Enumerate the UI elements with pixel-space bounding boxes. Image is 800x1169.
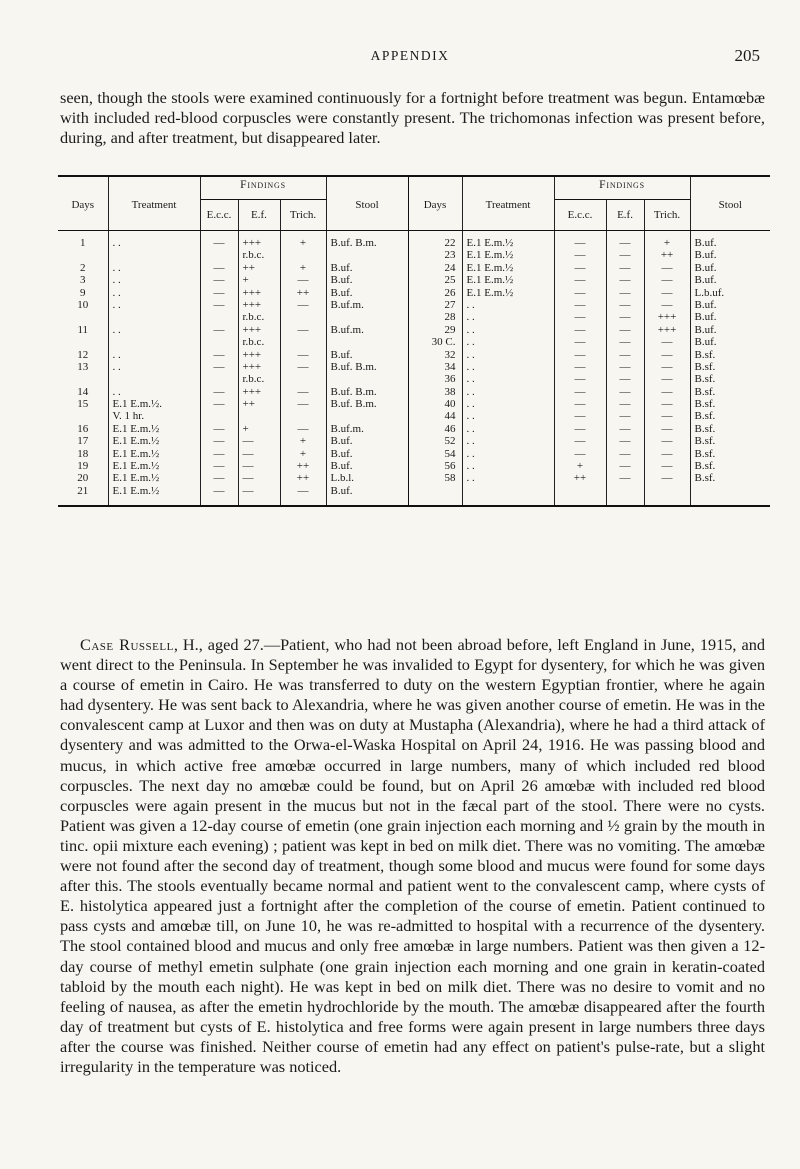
right-ecc-cell: — [554, 249, 606, 261]
left-trich-cell: + [280, 231, 326, 250]
header-stool-left: Stool [326, 176, 408, 231]
right-ecc-cell: — [554, 398, 606, 410]
right-ef-cell: — [606, 336, 644, 348]
right-stool-cell: B.uf. [694, 237, 717, 249]
right-treatment-cell: . . [462, 386, 554, 398]
right-ef-cell: — [606, 274, 644, 286]
left-ecc-cell: — [200, 423, 238, 435]
right-trich-cell: — [644, 373, 690, 385]
header-days-right: Days [408, 176, 462, 231]
right-ecc-cell: — [554, 423, 606, 435]
right-trich-cell: — [644, 349, 690, 361]
right-ef-cell: — [606, 410, 644, 422]
right-trich-cell: — [644, 299, 690, 311]
left-treatment-cell: E.1 E.m.½ [108, 448, 200, 460]
right-ef-cell: — [606, 249, 644, 261]
left-days-cell: 19 [58, 460, 108, 472]
left-days-cell: 3 [58, 274, 108, 286]
left-ecc-cell: — [200, 386, 238, 398]
header-findings-right [554, 176, 690, 200]
table-row [58, 386, 770, 398]
right-ef-cell: — [606, 460, 644, 472]
case-text: , H., aged 27.—Patient, who had not been abroad before, left England in June, 1915, and went direct to the Peninsula. In September he was invalided to Egypt for dysentery, for which he was given a course of emetin in Cairo. He was transferred to duty on the western Egyptian frontier, where he again had dysentery. He was sent back to Alexandria, where he was given another course of emetin. He was in the convalescent camp at Luxor and then was on duty at Mustapha (Alexandria), where he had a third attack of dysentery and was admitted to the Orwa-el-Waska Hospital on April 24, 1916. He was passing blood and mucus, in which active free amœbæ occurred in large numbers, many of which included red blood corpuscles. The next day no amœbæ could be found, but on April 26 amœbæ with included red blood corpuscles were again present in the mucus but not in the fæcal part of the stool. There were no cysts. Patient was given a 12-day course of emetin (one grain injection each morning and ½ grain by the mouth in tinc. opii mixture each evening) ; patient was kept in bed on milk diet. There was no vomiting. The amœbæ were not found after the second day of treatment, though some blood and mucus were found for some days after this. The stools eventually became normal and patient went to the convalescent camp, where cysts of E. histolytica appeared just a fortnight after the completion of the course of emetin. Patient continued to pass cysts and amœbæ till, on June 10, he was re-admitted to hospital with a recurrence of the dysentery. The stool contained blood and mucus and only free amœbæ in large numbers. Patient was then given a 12-day course of methyl emetin sulphate (one grain injection each morning and one grain in keratin-coated tabloid by the mouth each night). He was kept in bed on milk diet. There was no desire to vomit and no feeling of nausea, as after the emetin hydrochloride by the mouth. The amœbæ disappeared after the fourth day of treatment but cysts of E. histolytica and free forms were again present in large numbers three days after the course was finished. Neither course of emetin had any effect on patient's pulse-rate, but a slight irregularity in the temperature was noticed. [60, 635, 765, 1076]
left-treatment-cell: E.1 E.m.½ [108, 423, 200, 435]
left-treatment-cell: . . [108, 361, 200, 373]
header-trich-left: Trich. [280, 200, 326, 231]
right-ecc-cell: — [554, 287, 606, 299]
right-ecc-cell: — [554, 274, 606, 286]
left-ecc-cell: — [200, 274, 238, 286]
left-ef-cell: +++ [238, 324, 280, 336]
left-ef-cell: +++ [238, 361, 280, 373]
right-stool-cell: B.sf. [694, 373, 716, 386]
left-ef-cell: +++ [238, 299, 280, 311]
left-trich-cell: — [280, 398, 326, 410]
right-stool-cell: B.uf. [694, 336, 717, 349]
right-days-cell: 29 [408, 324, 462, 336]
left-ecc-cell: — [200, 472, 238, 484]
page-header [60, 48, 760, 72]
right-treatment-cell: . . [462, 423, 554, 435]
right-stool-cell [690, 485, 770, 506]
left-days-cell: 1 [58, 231, 108, 250]
left-treatment-cell: . . [108, 262, 200, 274]
left-treatment-cell: V. 1 hr. [108, 410, 200, 422]
left-trich-cell [280, 249, 326, 261]
right-ecc-cell: — [554, 410, 606, 422]
right-treatment-cell: . . [462, 373, 554, 385]
right-days-cell: 22 [408, 231, 462, 250]
right-ef-cell: — [606, 311, 644, 323]
table-row [58, 287, 770, 299]
left-trich-cell: — [280, 324, 326, 336]
left-treatment-cell: . . [108, 231, 200, 250]
findings-label-left: Findings [240, 179, 286, 191]
left-ef-cell: — [238, 485, 280, 506]
right-treatment-cell: . . [462, 448, 554, 460]
right-trich-cell: — [644, 386, 690, 398]
left-stool-cell [326, 373, 408, 385]
intro-paragraph: seen, though the stools were examined continuously for a fortnight before treatment was begun. Entamœbæ with included red-blood corpuscles were constantly present. The trichomonas infection was present before, during, and after treatment, but disappeared later. [60, 88, 765, 147]
left-ecc-cell: — [200, 324, 238, 336]
table-row [58, 448, 770, 460]
right-days-cell: 38 [408, 386, 462, 398]
left-ecc-cell: — [200, 435, 238, 447]
left-trich-cell: ++ [280, 472, 326, 484]
left-ecc-cell [200, 373, 238, 385]
right-ef-cell: — [606, 373, 644, 385]
right-ef-cell: — [606, 386, 644, 398]
right-stool-cell: B.uf. [694, 261, 717, 274]
table-row [58, 299, 770, 311]
right-trich-cell: — [644, 448, 690, 460]
right-stool-cell: B.sf. [694, 460, 716, 473]
left-ef-cell: — [238, 472, 280, 484]
right-trich-cell: — [644, 460, 690, 472]
left-ecc-cell: — [200, 361, 238, 373]
left-ef-cell: +++ [238, 287, 280, 299]
left-trich-cell: + [280, 448, 326, 460]
right-days-cell [408, 485, 462, 506]
left-stool-cell: B.uf. [326, 448, 408, 460]
right-stool-cell: B.sf. [694, 385, 716, 398]
left-days-cell: 21 [58, 485, 108, 506]
right-stool-cell: B.sf. [694, 398, 716, 411]
left-days-cell: 20 [58, 472, 108, 484]
left-stool-cell [326, 336, 408, 348]
header-ecc-right: E.c.c. [554, 200, 606, 231]
right-trich-cell: +++ [644, 311, 690, 323]
left-days-cell: 16 [58, 423, 108, 435]
header-trich-right: Trich. [644, 200, 690, 231]
left-days-cell [58, 373, 108, 385]
right-treatment-cell: E.1 E.m.½ [462, 262, 554, 274]
right-days-cell: 30 C. [408, 336, 462, 348]
right-stool-cell: B.sf. [694, 360, 716, 373]
header-stool-right: Stool [690, 176, 770, 231]
left-ef-cell: ++ [238, 262, 280, 274]
right-days-cell: 23 [408, 249, 462, 261]
left-ecc-cell [200, 336, 238, 348]
case-heading: Case Russell [80, 635, 174, 654]
header-findings-left [200, 176, 326, 200]
right-stool-cell: B.uf. [694, 274, 717, 287]
header-ef-right: E.f. [606, 200, 644, 231]
right-ef-cell: — [606, 262, 644, 274]
table-row [58, 249, 770, 261]
right-trich-cell: — [644, 287, 690, 299]
right-days-cell: 52 [408, 435, 462, 447]
left-days-cell: 11 [58, 324, 108, 336]
table-row [58, 311, 770, 323]
left-stool-cell: B.uf.m. [326, 299, 408, 311]
left-ef-cell: r.b.c. [238, 373, 280, 385]
right-ecc-cell: ++ [554, 472, 606, 484]
right-treatment-cell: E.1 E.m.½ [462, 249, 554, 261]
left-stool-cell: B.uf. B.m. [326, 398, 408, 410]
right-ef-cell: — [606, 231, 644, 250]
left-days-cell: 13 [58, 361, 108, 373]
left-trich-cell [280, 373, 326, 385]
right-stool-cell: B.sf. [694, 435, 716, 448]
table-row [58, 274, 770, 286]
left-ecc-cell [200, 311, 238, 323]
left-trich-cell [280, 410, 326, 422]
left-ecc-cell [200, 249, 238, 261]
left-days-cell [58, 249, 108, 261]
left-days-cell [58, 336, 108, 348]
left-days-cell: 18 [58, 448, 108, 460]
right-days-cell: 24 [408, 262, 462, 274]
left-stool-cell [326, 311, 408, 323]
left-ecc-cell: — [200, 448, 238, 460]
left-trich-cell: — [280, 386, 326, 398]
left-ef-cell: r.b.c. [238, 249, 280, 261]
right-ef-cell: — [606, 398, 644, 410]
left-ecc-cell: — [200, 299, 238, 311]
table-row [58, 472, 770, 484]
left-treatment-cell: . . [108, 274, 200, 286]
left-treatment-cell: . . [108, 299, 200, 311]
right-ecc-cell: — [554, 324, 606, 336]
right-days-cell: 34 [408, 361, 462, 373]
left-treatment-cell: E.1 E.m.½ [108, 460, 200, 472]
left-stool-cell: B.uf. [326, 274, 408, 286]
left-treatment-cell: E.1 E.m.½. [108, 398, 200, 410]
right-treatment-cell [462, 485, 554, 506]
right-ef-cell: — [606, 349, 644, 361]
right-trich-cell: — [644, 423, 690, 435]
right-ef-cell [606, 485, 644, 506]
right-trich-cell: — [644, 410, 690, 422]
left-ef-cell: — [238, 435, 280, 447]
right-stool-cell: B.sf. [694, 447, 716, 460]
left-days-cell: 2 [58, 262, 108, 274]
left-ef-cell: ++ [238, 398, 280, 410]
left-ecc-cell [200, 410, 238, 422]
left-days-cell: 10 [58, 299, 108, 311]
right-treatment-cell: . . [462, 349, 554, 361]
left-trich-cell: — [280, 485, 326, 506]
left-stool-cell: L.b.l. [326, 472, 408, 484]
right-ecc-cell: — [554, 231, 606, 250]
left-ecc-cell: — [200, 349, 238, 361]
left-ecc-cell: — [200, 287, 238, 299]
left-stool-cell: B.uf. [326, 435, 408, 447]
header-treatment-right: Treatment [462, 176, 554, 231]
header-treatment-left: Treatment [108, 176, 200, 231]
right-ecc-cell: — [554, 336, 606, 348]
left-stool-cell: B.uf. [326, 349, 408, 361]
right-treatment-cell: . . [462, 324, 554, 336]
left-trich-cell [280, 336, 326, 348]
left-ef-cell: +++ [238, 231, 280, 250]
left-stool-cell: B.uf.m. [326, 324, 408, 336]
left-days-cell: 9 [58, 287, 108, 299]
left-treatment-cell: E.1 E.m.½ [108, 472, 200, 484]
left-stool-cell: B.uf. [326, 287, 408, 299]
right-ef-cell: — [606, 435, 644, 447]
left-ef-cell: r.b.c. [238, 311, 280, 323]
table-row [58, 423, 770, 435]
right-stool-cell: L.b.uf. [694, 286, 725, 299]
right-trich-cell [644, 485, 690, 506]
left-days-cell: 15 [58, 398, 108, 410]
right-treatment-cell: . . [462, 311, 554, 323]
right-ef-cell: — [606, 299, 644, 311]
left-ef-cell: r.b.c. [238, 336, 280, 348]
right-stool-cell: B.sf. [694, 410, 716, 423]
left-ef-cell [238, 410, 280, 422]
left-days-cell [58, 311, 108, 323]
left-ecc-cell: — [200, 262, 238, 274]
right-stool-cell: B.sf. [694, 348, 716, 361]
right-trich-cell: — [644, 398, 690, 410]
left-ef-cell: + [238, 423, 280, 435]
findings-table [58, 175, 770, 507]
right-ef-cell: — [606, 472, 644, 484]
left-days-cell [58, 410, 108, 422]
right-ecc-cell: — [554, 349, 606, 361]
right-ecc-cell: — [554, 386, 606, 398]
right-stool-cell: B.uf. [694, 323, 717, 336]
right-days-cell: 56 [408, 460, 462, 472]
left-days-cell: 17 [58, 435, 108, 447]
header-days-left: Days [58, 176, 108, 231]
left-days-cell: 12 [58, 349, 108, 361]
right-days-cell: 25 [408, 274, 462, 286]
table-row [58, 262, 770, 274]
left-stool-cell: B.uf. B.m. [326, 361, 408, 373]
table-body [58, 231, 770, 507]
right-ecc-cell [554, 485, 606, 506]
left-stool-cell: B.uf.m. [326, 423, 408, 435]
left-stool-cell: B.uf. B.m. [326, 386, 408, 398]
left-ef-cell: — [238, 460, 280, 472]
left-ef-cell: +++ [238, 349, 280, 361]
right-stool-cell: B.sf. [694, 472, 716, 485]
page-number: 205 [734, 46, 760, 65]
right-ef-cell: — [606, 324, 644, 336]
table-row [58, 398, 770, 410]
right-ecc-cell: — [554, 311, 606, 323]
left-trich-cell: — [280, 361, 326, 373]
left-treatment-cell: E.1 E.m.½ [108, 435, 200, 447]
right-treatment-cell: . . [462, 410, 554, 422]
right-ecc-cell: — [554, 262, 606, 274]
header-ecc-left: E.c.c. [200, 200, 238, 231]
table-row [58, 324, 770, 336]
right-trich-cell: — [644, 361, 690, 373]
right-treatment-cell: E.1 E.m.½ [462, 274, 554, 286]
right-trich-cell: — [644, 336, 690, 348]
right-ecc-cell: — [554, 448, 606, 460]
right-ef-cell: — [606, 423, 644, 435]
left-ecc-cell: — [200, 485, 238, 506]
right-days-cell: 36 [408, 373, 462, 385]
right-days-cell: 32 [408, 349, 462, 361]
table-row [58, 231, 770, 250]
right-ecc-cell: — [554, 361, 606, 373]
left-treatment-cell: . . [108, 324, 200, 336]
right-ecc-cell: — [554, 435, 606, 447]
right-treatment-cell: . . [462, 460, 554, 472]
left-trich-cell: — [280, 423, 326, 435]
header-ef-left: E.f. [238, 200, 280, 231]
right-trich-cell: — [644, 472, 690, 484]
left-stool-cell: B.uf. [326, 485, 408, 506]
right-treatment-cell: . . [462, 361, 554, 373]
left-trich-cell: — [280, 274, 326, 286]
left-trich-cell: — [280, 299, 326, 311]
left-treatment-cell: E.1 E.m.½ [108, 485, 200, 506]
right-trich-cell: — [644, 435, 690, 447]
left-trich-cell: ++ [280, 460, 326, 472]
left-trich-cell: — [280, 349, 326, 361]
left-treatment-cell: . . [108, 349, 200, 361]
right-ecc-cell: — [554, 299, 606, 311]
right-treatment-cell: . . [462, 472, 554, 484]
left-stool-cell: B.uf. B.m. [326, 231, 408, 250]
right-ef-cell: — [606, 361, 644, 373]
right-days-cell: 40 [408, 398, 462, 410]
right-treatment-cell: E.1 E.m.½ [462, 287, 554, 299]
left-treatment-cell: . . [108, 287, 200, 299]
left-ef-cell: + [238, 274, 280, 286]
left-treatment-cell [108, 336, 200, 348]
left-treatment-cell [108, 373, 200, 385]
table-row [58, 485, 770, 506]
right-days-cell: 54 [408, 448, 462, 460]
left-trich-cell: + [280, 262, 326, 274]
left-ef-cell: +++ [238, 386, 280, 398]
table-row [58, 336, 770, 348]
right-days-cell: 44 [408, 410, 462, 422]
left-treatment-cell [108, 249, 200, 261]
left-ecc-cell: — [200, 398, 238, 410]
right-ef-cell: — [606, 448, 644, 460]
left-stool-cell [326, 410, 408, 422]
right-ecc-cell: + [554, 460, 606, 472]
right-trich-cell: + [644, 231, 690, 250]
left-treatment-cell: . . [108, 386, 200, 398]
right-days-cell: 28 [408, 311, 462, 323]
table-row [58, 361, 770, 373]
left-trich-cell [280, 311, 326, 323]
table-row [58, 410, 770, 422]
left-treatment-cell [108, 311, 200, 323]
right-stool-cell: B.uf. [694, 298, 717, 311]
left-stool-cell: B.uf. [326, 460, 408, 472]
left-stool-cell [326, 249, 408, 261]
right-stool-cell: B.uf. [694, 311, 717, 324]
right-treatment-cell: . . [462, 336, 554, 348]
right-treatment-cell: E.1 E.m.½ [462, 231, 554, 250]
right-ef-cell: — [606, 287, 644, 299]
right-trich-cell: — [644, 274, 690, 286]
right-treatment-cell: . . [462, 299, 554, 311]
running-title: APPENDIX [370, 48, 450, 63]
table-row [58, 349, 770, 361]
right-days-cell: 27 [408, 299, 462, 311]
right-days-cell: 26 [408, 287, 462, 299]
right-stool-cell: B.sf. [694, 422, 716, 435]
left-days-cell: 14 [58, 386, 108, 398]
table-row [58, 460, 770, 472]
left-ef-cell: — [238, 448, 280, 460]
findings-label-right: Findings [599, 179, 645, 191]
right-ecc-cell: — [554, 373, 606, 385]
left-ecc-cell: — [200, 231, 238, 250]
left-trich-cell: + [280, 435, 326, 447]
left-ecc-cell: — [200, 460, 238, 472]
table-row [58, 435, 770, 447]
right-trich-cell: — [644, 262, 690, 274]
right-treatment-cell: . . [462, 435, 554, 447]
right-trich-cell: +++ [644, 324, 690, 336]
table-row [58, 373, 770, 385]
right-days-cell: 58 [408, 472, 462, 484]
case-paragraph [60, 635, 765, 1077]
right-days-cell: 46 [408, 423, 462, 435]
findings-table-wrapper [58, 175, 770, 507]
right-stool-cell: B.uf. [694, 249, 717, 262]
right-trich-cell: ++ [644, 249, 690, 261]
left-stool-cell: B.uf. [326, 262, 408, 274]
left-trich-cell: ++ [280, 287, 326, 299]
right-treatment-cell: . . [462, 398, 554, 410]
